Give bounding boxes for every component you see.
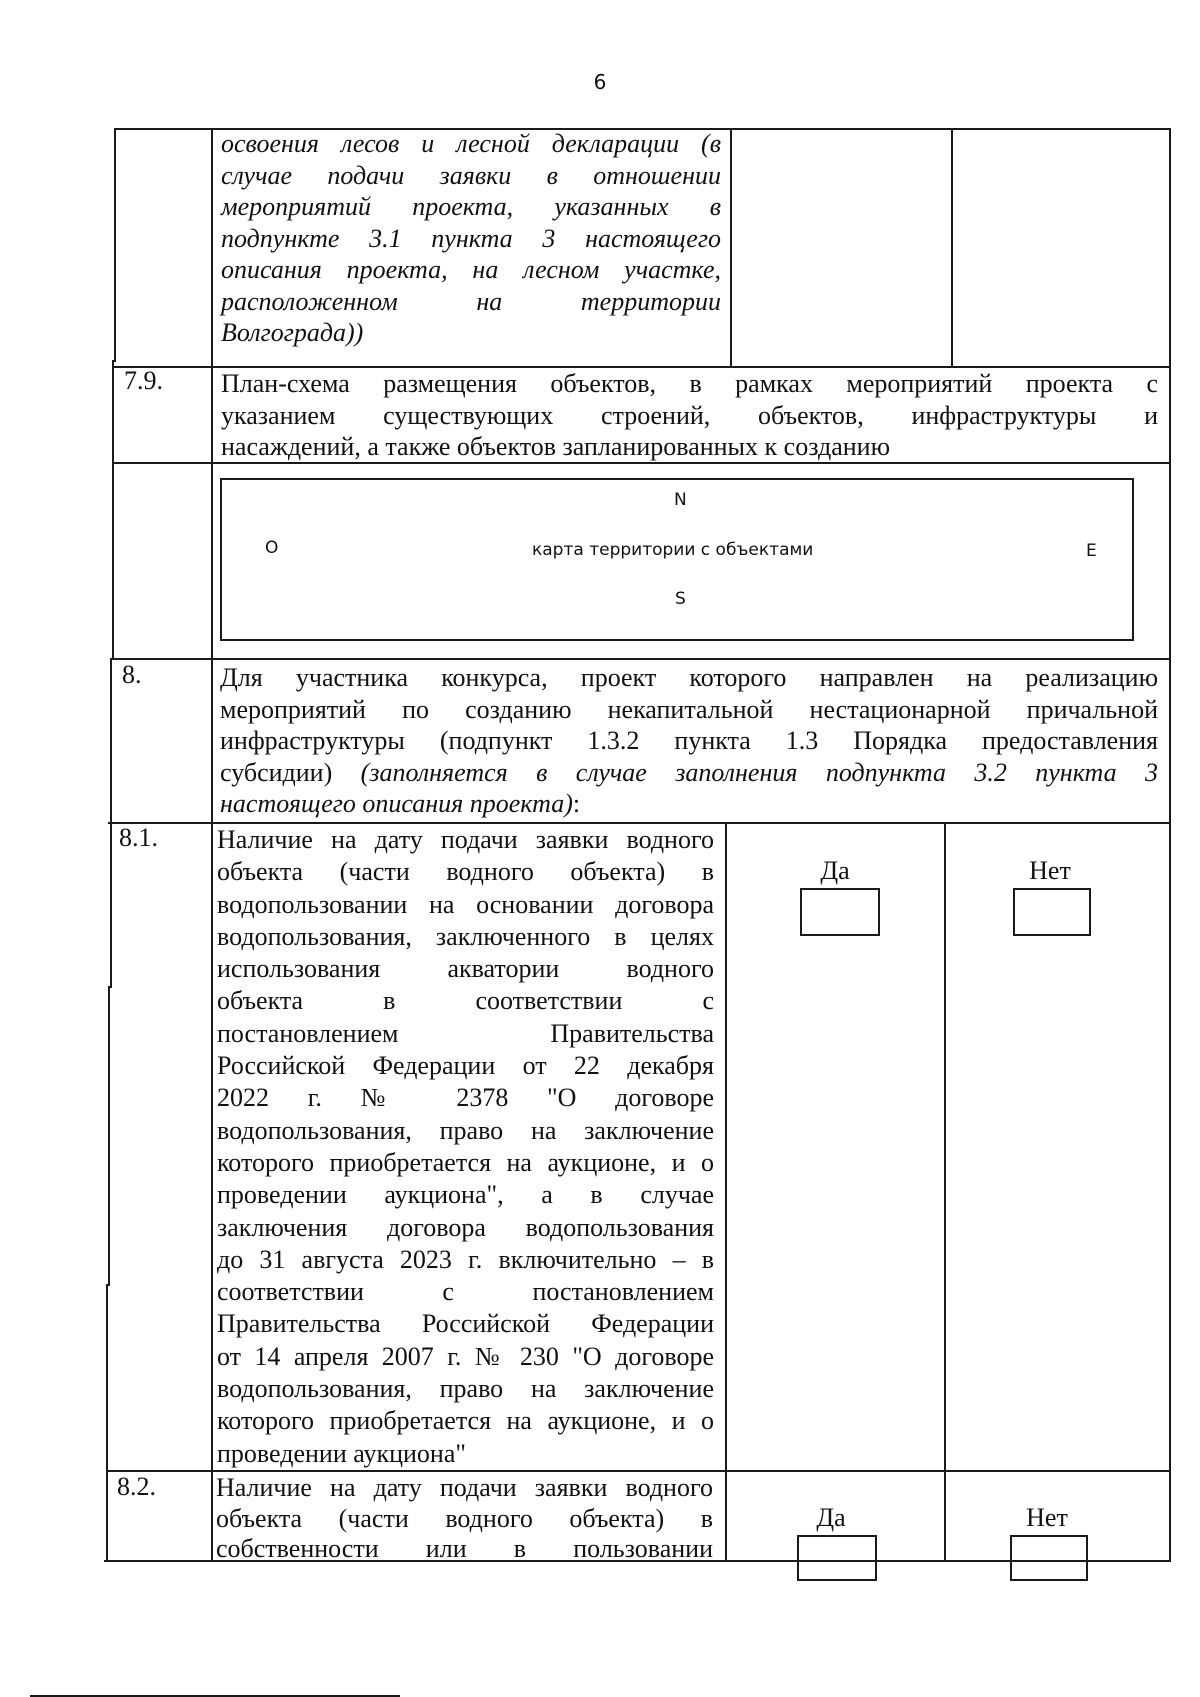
text-normal: : [572,789,581,818]
text-line: проведении аукциона", а в случае [217,1180,714,1210]
text-line: указанием существующих строений, объектов, инфраструктуры и [221,400,1158,430]
option-no-label: Нет [1029,856,1071,885]
row-number: 8.2. [117,1472,156,1501]
yes-checkbox[interactable] [800,888,880,936]
text-line [220,788,1158,820]
text-line: водопользовании на основании договора [217,889,714,919]
page-number: 6 [593,70,607,94]
map-west-label: O [265,538,279,558]
text-line: объекта (части водного объекта) в [217,857,714,887]
text-line: водопользования, заключенного в целях [217,921,714,951]
text-line: заключения договора водопользования [217,1212,714,1242]
row-7-9-text [221,368,1158,463]
map-caption: карта территории с объектами [532,540,814,560]
text-line: объекта (части водного объекта) в [216,1503,713,1533]
text-line: объекта в соответствии с [217,986,714,1016]
text-line: Российской Федерации от 22 декабря [217,1051,714,1081]
option-yes-label: Да [816,1503,846,1532]
text-line: которого приобретается на аукционе, и о [217,1406,714,1436]
text-line: насаждений, а также объектов запланированных к созданию [221,432,891,461]
row-8-2-text [216,1473,713,1565]
text-italic: (заполняется в случае заполнения подпункта 3.2 пункта 3 [360,757,1158,787]
row-number: 8.1. [119,823,158,852]
no-checkbox[interactable] [1010,1535,1088,1581]
text-line: собственности или в пользовании [216,1534,713,1563]
text-line: использования акватории водного [217,954,714,984]
text-line: мероприятий по созданию некапитальной нестационарной причальной [220,694,1158,724]
option-yes-label: Да [820,856,850,885]
map-east-label: E [1086,541,1097,561]
text-line: Правительства Российской Федерации [217,1309,714,1339]
text-line [220,757,1158,789]
text-line: Волгограда)) [221,318,364,347]
text-line: Наличие на дату подачи заявки водного [217,825,714,854]
text-italic: настоящего описания проекта) [220,789,573,818]
text-line: до 31 августа 2023 г. включительно – в [217,1244,714,1274]
text-line: описания проекта, на лесном участке, [221,255,721,284]
text-line: План-схема размещения объектов, в рамках мероприятий проекта с [221,369,1158,398]
map-north-label: N [674,490,687,510]
text-line: от 14 апреля 2007 г. № 230 "О договоре [217,1341,714,1371]
no-checkbox[interactable] [1013,888,1091,936]
row-8-text [220,662,1158,820]
text-line: мероприятий проекта, указанных в [221,192,721,221]
yes-checkbox[interactable] [797,1535,877,1581]
text-line: инфраструктуры (подпункт 1.3.2 пункта 1.3 Порядка предоставления [220,726,1158,755]
option-no-label: Нет [1026,1503,1068,1532]
row-8-1-text [217,824,714,1470]
text-line: подпункте 3.1 пункта 3 настоящего [221,223,721,253]
text-line: освоения лесов и лесной декларации (в [221,129,721,158]
text-line: Для участника конкурса, проект которого направлен на реализацию [220,663,1158,692]
text-line: случае подачи заявки в отношении [221,160,721,190]
text-line: 2022 г. № 2378 "О договоре [217,1083,714,1113]
text-line: водопользования, право на заключение [217,1374,714,1404]
row-number: 7.9. [124,366,163,395]
text-normal: субсидии) [220,757,333,787]
row-number: 8. [122,660,142,689]
continuation-cell [221,128,721,349]
text-line: которого приобретается на аукционе, и о [217,1147,714,1177]
map-south-label: S [675,589,686,609]
text-line: расположенном на территории [221,286,721,316]
text-line: соответствии с постановлением [217,1277,714,1307]
text-line: водопользования, право на заключение [217,1115,714,1145]
text-line: постановлением Правительства [217,1018,714,1048]
site-plan-map [220,478,1134,641]
text-line: проведении аукциона" [217,1438,466,1468]
text-line: Наличие на дату подачи заявки водного [216,1473,713,1502]
